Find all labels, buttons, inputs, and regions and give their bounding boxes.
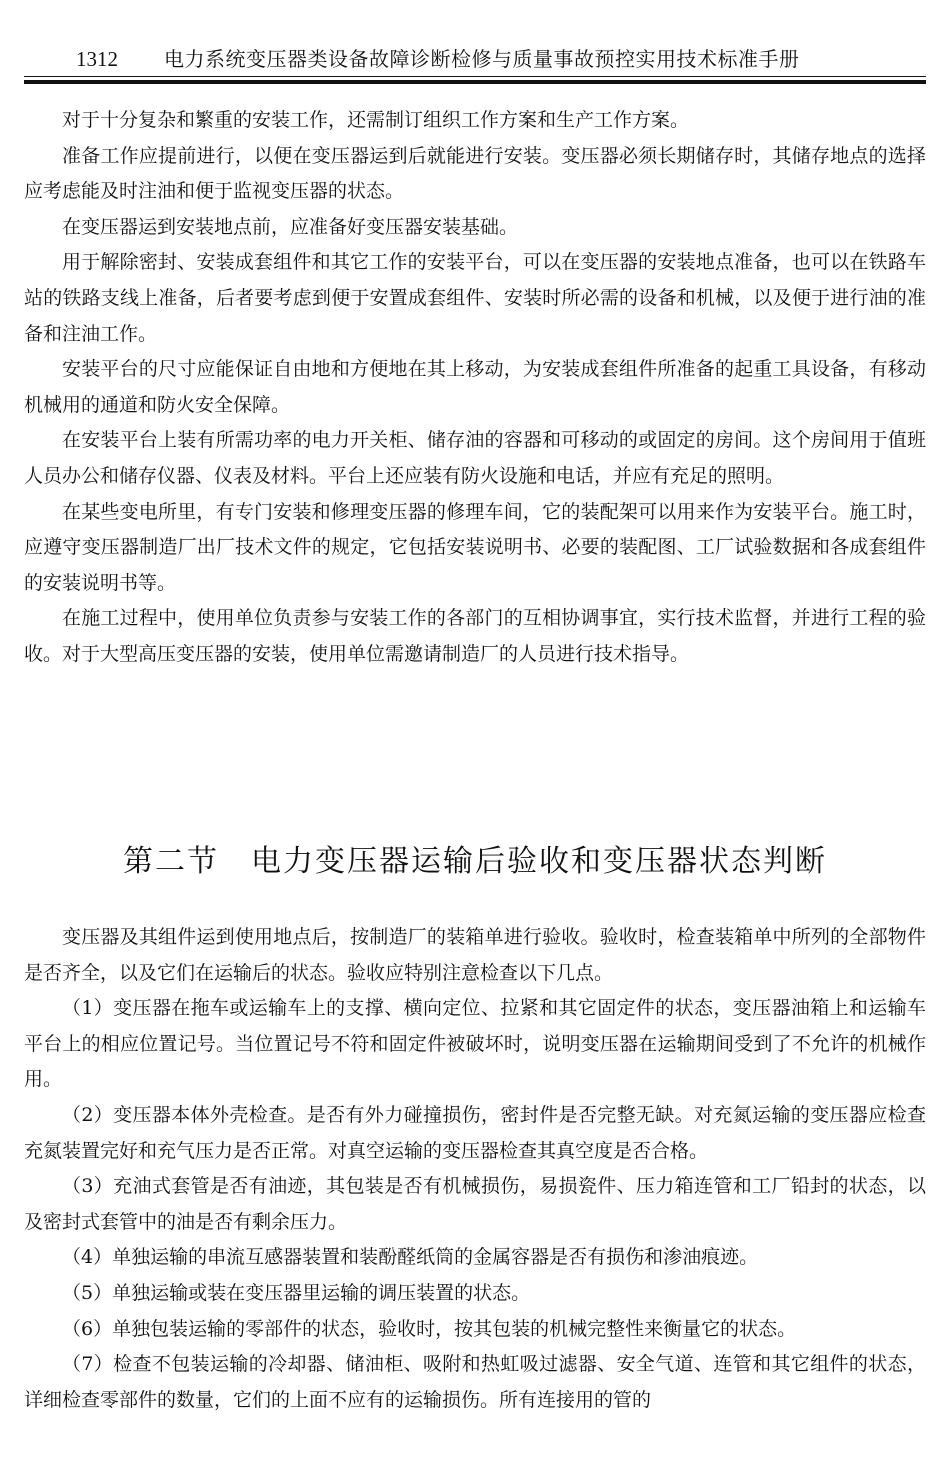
paragraph: 变压器及其组件运到使用地点后，按制造厂的装箱单进行验收。验收时，检查装箱单中所列的全部物件是否齐全，以及它们在运输后的状态。验收应特别注意检查以下几点。	[24, 926, 926, 984]
paragraph: 对于十分复杂和繁重的安装工作，还需制订组织工作方案和生产工作方案。	[62, 109, 690, 131]
list-item: （6）单独包装运输的零部件的状态，验收时，按其包装的机械完整性来衡量它的状态。	[62, 1317, 797, 1340]
paragraph: 安装平台的尺寸应能保证自由地和方便地在其上移动，为安装成套组件所准备的起重工具设备，有移动机械用的通道和防火安全保障。	[24, 358, 926, 416]
header-rule-thin	[24, 76, 926, 77]
list-item: （7）检查不包装运输的冷却器、储油柜、吸附和热虹吸过滤器、安全气道、连管和其它组件的状态，详细检查零部件的数量，它们的上面不应有的运输损伤。所有连接用的管的	[24, 1353, 926, 1411]
list-item: （5）单独运输或装在变压器里运输的调压装置的状态。	[62, 1281, 531, 1304]
paragraph: 在安装平台上装有所需功率的电力开关柜、储存油的容器和可移动的或固定的房间。这个房间用于值班人员办公和储存仪器、仪表及材料。平台上还应装有防火设施和电话，并应有充足的照明。	[24, 429, 926, 487]
paragraph: 在某些变电所里，有专门安装和修理变压器的修理车间，它的装配架可以用来作为安装平台。施工时，应遵守变压器制造厂出厂技术文件的规定，它包括安装说明书、必要的装配图、工厂试验数据和各成套组件的安装说明书等。	[24, 500, 926, 594]
header-rule-thick	[24, 80, 926, 84]
section-1-body	[24, 103, 926, 673]
list-item: （1）变压器在拖车或运输车上的支撑、横向定位、拉紧和其它固定件的状态，变压器油箱上和运输车平台上的相应位置记号。当位置记号不符和固定件被破坏时，说明变压器在运输期间受到了不允许的机械作用。	[24, 997, 926, 1091]
page-number: 1312	[76, 47, 118, 71]
section-2-body	[24, 920, 926, 1418]
running-title: 电力系统变压器类设备故障诊断检修与质量事故预控实用技术标准手册	[164, 47, 800, 71]
list-item: （4）单独运输的串流互感器装置和装酚醛纸筒的金属容器是否有损伤和渗油痕迹。	[62, 1246, 759, 1269]
paragraph: 准备工作应提前进行，以便在变压器运到后就能进行安装。变压器必须长期储存时，其储存地点的选择应考虑能及时注油和便于监视变压器的状态。	[24, 144, 926, 203]
section-title: 第二节 电力变压器运输后验收和变压器状态判断	[123, 843, 827, 879]
paragraph: 用于解除密封、安装成套组件和其它工作的安装平台，可以在变压器的安装地点准备，也可以在铁路车站的铁路支线上准备，后者要考虑到便于安置成套组件、安装时所必需的设备和机械，以及便于进行油的准备和注油工作。	[24, 251, 926, 345]
list-item: （2）变压器本体外壳检查。是否有外力碰撞损伤，密封件是否完整无缺。对充氮运输的变压器应检查充氮装置完好和充气压力是否正常。对真空运输的变压器检查其真空度是否合格。	[24, 1103, 926, 1162]
paragraph: 在变压器运到安装地点前，应准备好变压器安装基础。	[62, 215, 519, 238]
paragraph: 在施工过程中，使用单位负责参与安装工作的各部门的互相协调事宜，实行技术监督，并进行工程的验收。对于大型高压变压器的安装，使用单位需邀请制造厂的人员进行技术指导。	[24, 607, 926, 665]
list-item: （3）充油式套管是否有油迹，其包装是否有机械损伤，易损瓷件、压力箱连管和工厂铅封的状态，以及密封式套管中的油是否有剩余压力。	[24, 1175, 926, 1233]
page-header	[24, 44, 926, 74]
